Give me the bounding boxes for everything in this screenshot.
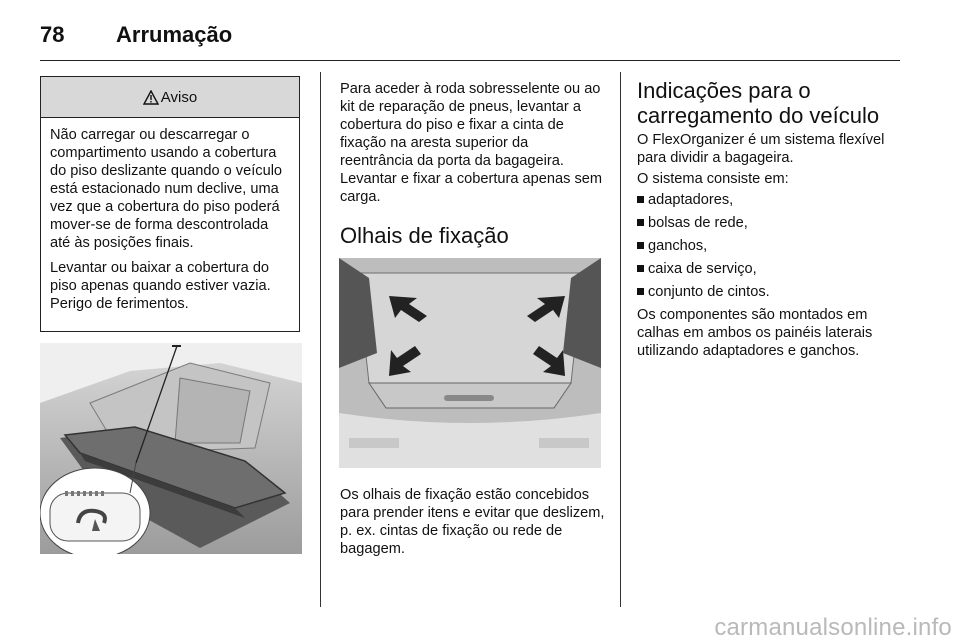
warning-box bbox=[40, 76, 300, 332]
watermark: carmanualsonline.info bbox=[714, 614, 952, 641]
page-title: Arrumação bbox=[116, 22, 233, 47]
warning-paragraph: Levantar ou baixar a cobertura do piso apenas quando estiver vazia. Perigo de ferimentos. bbox=[50, 260, 271, 312]
warning-body bbox=[41, 118, 299, 313]
list-item: adaptadores, bbox=[637, 191, 902, 209]
warning-header bbox=[41, 77, 299, 118]
header-rule bbox=[40, 60, 900, 61]
lashing-eyes-illustration bbox=[339, 258, 601, 468]
column2-caption bbox=[340, 486, 605, 558]
warning-triangle-icon bbox=[143, 90, 159, 105]
column3 bbox=[637, 78, 902, 360]
bullet-square-icon bbox=[637, 219, 644, 226]
paragraph: Os componentes são montados em calhas em ambos os painéis laterais utilizando adaptadores e ganchos. bbox=[637, 307, 873, 359]
list-item: bolsas de rede, bbox=[637, 214, 902, 232]
bullet-square-icon bbox=[637, 265, 644, 272]
paragraph: O sistema consiste em: bbox=[637, 171, 789, 187]
list-item: ganchos, bbox=[637, 237, 902, 255]
list-item: caixa de serviço, bbox=[637, 260, 902, 278]
paragraph: Os olhais de fixação estão concebidos para prender itens e evitar que deslizem, p. ex. cintas de fixação ou rede de bagagem. bbox=[340, 487, 605, 557]
component-list bbox=[637, 191, 902, 301]
warning-paragraph: Não carregar ou descarregar o compartimento usando a cobertura do piso deslizante quando o veículo está estacionado num declive, uma vez que a cobertura do piso poderá mover-se de forma descontrolada até às posições finais. bbox=[50, 127, 283, 251]
paragraph: O FlexOrganizer é um sistema flexível para dividir a bagageira. bbox=[637, 132, 885, 166]
paragraph: Para aceder à roda sobresselente ou ao kit de reparação de pneus, levantar a cobertura do piso e fixar a cinta de fixação na aresta superior da reentrância da porta da bagageira. Levantar e fixar a cobertura apenas sem carga. bbox=[340, 81, 603, 205]
section-heading: Indicações para o carregamento do veículo bbox=[637, 78, 880, 128]
warning-title: Aviso bbox=[160, 88, 198, 106]
bullet-square-icon bbox=[637, 288, 644, 295]
section-heading: Olhais de fixação bbox=[340, 223, 509, 248]
column-divider-2 bbox=[620, 72, 621, 607]
column2-intro bbox=[340, 80, 605, 206]
column-divider-1 bbox=[320, 72, 321, 607]
trunk-floor-cover-illustration bbox=[40, 343, 302, 554]
bullet-square-icon bbox=[637, 242, 644, 249]
page-header bbox=[40, 14, 900, 60]
bullet-square-icon bbox=[637, 196, 644, 203]
page-number: 78 bbox=[40, 22, 65, 47]
list-item: conjunto de cintos. bbox=[637, 283, 902, 301]
